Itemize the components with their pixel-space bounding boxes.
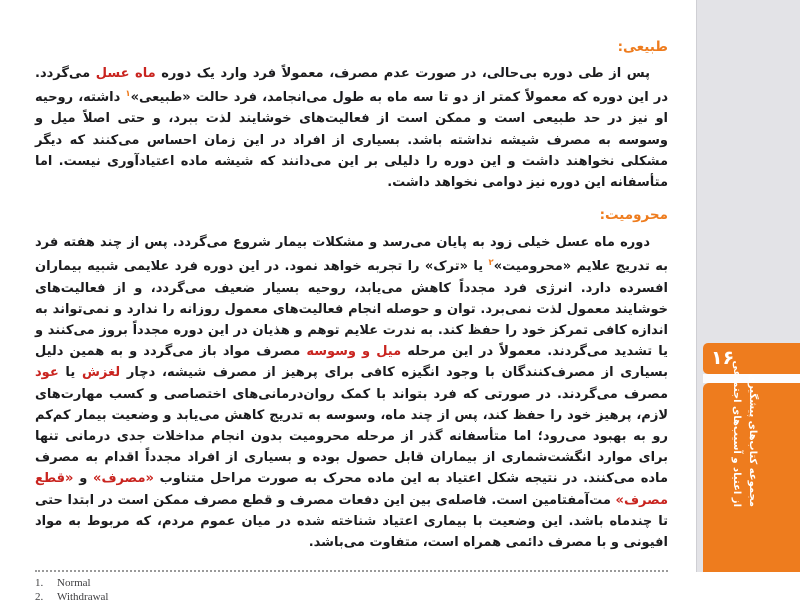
series-title-tab [703, 360, 800, 572]
body-text: و [73, 471, 94, 487]
body-text: دوره ماه عسل خیلی زود به پایان می‌رسد و مشکلات بیمار شروع می‌گردد. پس از چند هفته فرد به تدریج علایم «محرومیت» [35, 235, 669, 275]
footnote-number: 2. [35, 591, 44, 604]
footnote-list [35, 576, 668, 604]
highlight-term: عود [35, 365, 59, 381]
footnote-label: Normal [57, 577, 91, 590]
series-title [726, 360, 760, 507]
body-text: مت‌آمفتامین است. فاصله‌ی بین این دفعات مصرف و قطع مصرف ممکن است در ابتدا حتی تا چندماه باشد. این وضعیت با بیماری اعتیاد شناخته شده در میان عموم مردم، که مربوط به مواد افیونی و با مصرف دائمی همراه است، متفاوت می‌باشد. [35, 492, 668, 551]
body-text: یا [58, 365, 82, 381]
heading-natural: طبیعی: [617, 39, 668, 55]
highlight-term: «قطع مصرف» [35, 471, 668, 508]
highlight-term: لغزش [81, 365, 121, 381]
footnote-marker: ۲ [488, 258, 494, 269]
body-text: یا «ترک» را تجربه خواهد نمود. در این دوره فرد علایمی شبیه بیماران افسرده دارد. انرژی فرد مجدداً کاهش می‌یابد، روحیه بسیار ضعیف می‌گردد، و از فعالیت‌های خوشایند معمول لذت نمی‌برد. توان و حوصله انجام فعالیت‌های معمول روزانه را ندارد و نمی‌تواند به اندازه کافی تمرکز خود را حفظ کند. به ندرت علایم توهم و هذیان در این دوره مجدداً بروز می‌کنند و یا تشدید می‌گردند. معمولاً در این مرحله [35, 259, 668, 360]
footnote-divider [35, 570, 668, 572]
highlight-term: «مصرف» [93, 471, 154, 487]
body-text: مصرف مواد باز می‌گردد و به همین دلیل بسیاری از مصرف‌کنندگان با وجود انگیزه کافی برای پرهیز از مصرف شیشه، دچار [35, 344, 668, 381]
series-title-line2: از اعتیاد و آسیب‌های اجتماعی [731, 360, 742, 507]
body-text: داشته، روحیه او نیز در حد طبیعی است و ممکن است از فعالیت‌های خوشایند لذت ببرد، و حتی اصلاً میل و وسوسه به مصرف شیشه نداشته باشد. بسیاری از افراد در این زمان احساس می‌کنند که دیگر مشکلی نخواهند داشت و این دوره را دلیلی بر این می‌دانند که شیشه ماده اعتیادآوری نیست. اما متأسفانه این دوره نیز دوامی نخواهد داشت. [35, 90, 668, 191]
footnote-label: Withdrawal [57, 591, 109, 604]
footnote-item [35, 576, 668, 590]
footnote-marker: ۱ [125, 89, 131, 100]
highlight-term: میل و وسوسه [306, 344, 402, 360]
body-text: پس از طی دوره بی‌حالی، در صورت عدم مصرف، معمولاً فرد وارد یک دوره [155, 66, 651, 81]
highlight-term: ماه عسل [95, 66, 156, 81]
paragraph-natural [35, 63, 668, 193]
page-number-tab [703, 343, 800, 374]
footnote-number: 1. [35, 577, 44, 590]
paragraph-withdrawal [35, 232, 668, 553]
body-text: مصرف می‌گردند. در صورتی که فرد بتواند با کمک روان‌درمانی‌های اختصاصی و کسب مهارت‌های لازم، پرهیز خود را حفظ کند، پس از چند ماه، وسوسه به تدریج کاهش می‌یابد و وضعیت بیمار کم‌کم رو به بهبود می‌رود؛ اما متأسفانه گذر از مرحله محرومیت بدون انجام مداخلات جدی درمانی تنها برای موارد انگشت‌شماری از بیماران قابل حصول بوده و بسیاری از افراد مجدداً اقدام به مصرف ماده می‌کنند. در نتیجه شکل اعتیاد به این ماده محرک به صورت مراحل متناوب [35, 386, 668, 487]
series-title-line1: مجموعه کتاب‌های پیشگیری [747, 373, 758, 507]
body-text: می‌گردد. در این دوره که معمولاً کمتر از دو تا سه ماه به طول می‌انجامد، فرد حالت «طبیعی» [35, 66, 668, 106]
content-area [35, 0, 668, 604]
page-number: ۱۶ [711, 347, 735, 369]
footnote-item [35, 590, 668, 604]
heading-withdrawal: محرومیت: [599, 207, 668, 224]
